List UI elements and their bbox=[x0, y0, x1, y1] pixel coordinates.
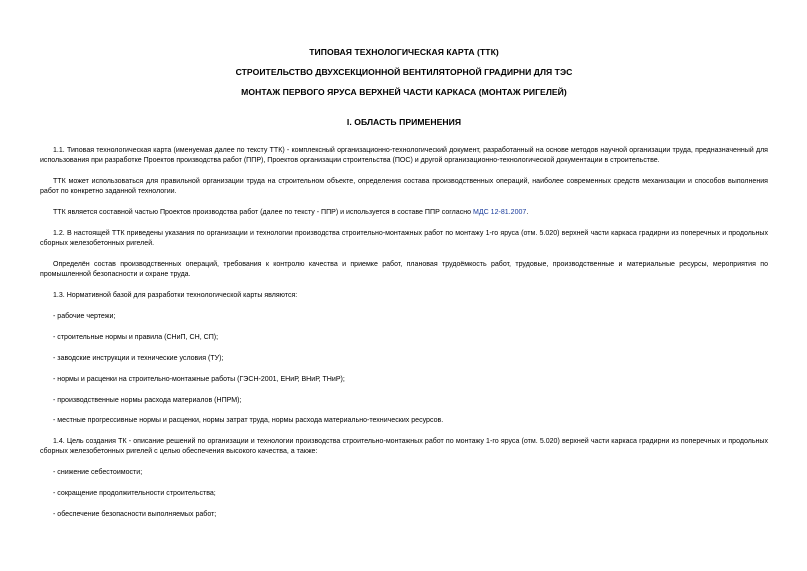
list-item-norm: - производственные нормы расхода материалов (НПРМ); bbox=[53, 397, 242, 404]
document-title: ТИПОВАЯ ТЕХНОЛОГИЧЕСКАЯ КАРТА (ТТК) bbox=[309, 47, 499, 57]
list-item-goal: - сокращение продолжительности строительства; bbox=[53, 490, 216, 497]
paragraph-1-3: 1.3. Нормативной базой для разработки технологической карты являются: bbox=[53, 292, 298, 299]
section-heading: I. ОБЛАСТЬ ПРИМЕНЕНИЯ bbox=[346, 117, 462, 127]
document-subtitle-2: МОНТАЖ ПЕРВОГО ЯРУСА ВЕРХНЕЙ ЧАСТИ КАРКАСА (МОНТАЖ РИГЕЛЕЙ) bbox=[241, 87, 567, 97]
list-item-norm: - местные прогрессивные нормы и расценки, нормы затрат труда, нормы расхода материально-технических ресурсов. bbox=[53, 417, 444, 424]
paragraph-1-4: 1.4. Цель создания ТК - описание решений по организации и технологии производства строительно-монтажных работ по монтажу 1-го яруса (отм. 5.020) верхней части каркаса градирни из поперечных и продольных сборных железобетонных ригелей с целью обеспечения высокого качества, а также: bbox=[40, 438, 768, 456]
paragraph-ttk-use: ТТК может использоваться для правильной организации труда на строительном объекте, определения состава производственных операций, наиболее современных средств механизации и способов выполнения работ по конкретно заданной технологии. bbox=[40, 178, 768, 196]
list-item-norm: - нормы и расценки на строительно-монтажные работы (ГЭСН-2001, ЕНиР, ВНиР, ТНиР); bbox=[53, 376, 345, 383]
paragraph-ttk-part-text: ТТК является составной частью Проектов производства работ (далее по тексту - ППР) и используется в составе ППР согласно bbox=[53, 209, 473, 216]
paragraph-ttk-part bbox=[40, 208, 768, 218]
list-item-goal: - снижение себестоимости; bbox=[53, 469, 143, 476]
paragraph-defined: Определён состав производственных операций, требования к контролю качества и приемке работ, плановая трудоёмкость работ, трудовые, производственные и материальные ресурсы, мероприятия по промышленной безопасности и охране труда. bbox=[40, 261, 768, 279]
list-item-goal: - обеспечение безопасности выполняемых работ; bbox=[53, 511, 217, 518]
paragraph-1-1: 1.1. Типовая технологическая карта (именуемая далее по тексту ТТК) - комплексный организационно-технологический документ, разработанный на основе методов научной организации труда, предназначенный для использования при разработке Проектов производства работ (ППР), Проектов организации строительства (ПОС) и другой организационно-технологической документации в строительстве. bbox=[40, 147, 768, 165]
document-page bbox=[40, 0, 768, 571]
paragraph-1-2: 1.2. В настоящей ТТК приведены указания по организации и технологии производства строительно-монтажных работ по монтажу 1-го яруса (отм. 5.020) верхней части каркаса градирни из поперечных и продольных сборных железобетонных ригелей. bbox=[40, 230, 768, 248]
paragraph-ttk-part-end: . bbox=[526, 209, 529, 216]
document-subtitle: СТРОИТЕЛЬСТВО ДВУХСЕКЦИОННОЙ ВЕНТИЛЯТОРНОЙ ГРАДИРНИ ДЛЯ ТЭС bbox=[235, 67, 573, 77]
list-item-norm: - строительные нормы и правила (СНиП, СН, СП); bbox=[53, 334, 219, 341]
mds-link[interactable]: МДС 12-81.2007 bbox=[472, 209, 527, 216]
list-item-norm: - заводские инструкции и технические условия (ТУ); bbox=[53, 355, 224, 362]
list-item-norm: - рабочие чертежи; bbox=[53, 313, 116, 320]
